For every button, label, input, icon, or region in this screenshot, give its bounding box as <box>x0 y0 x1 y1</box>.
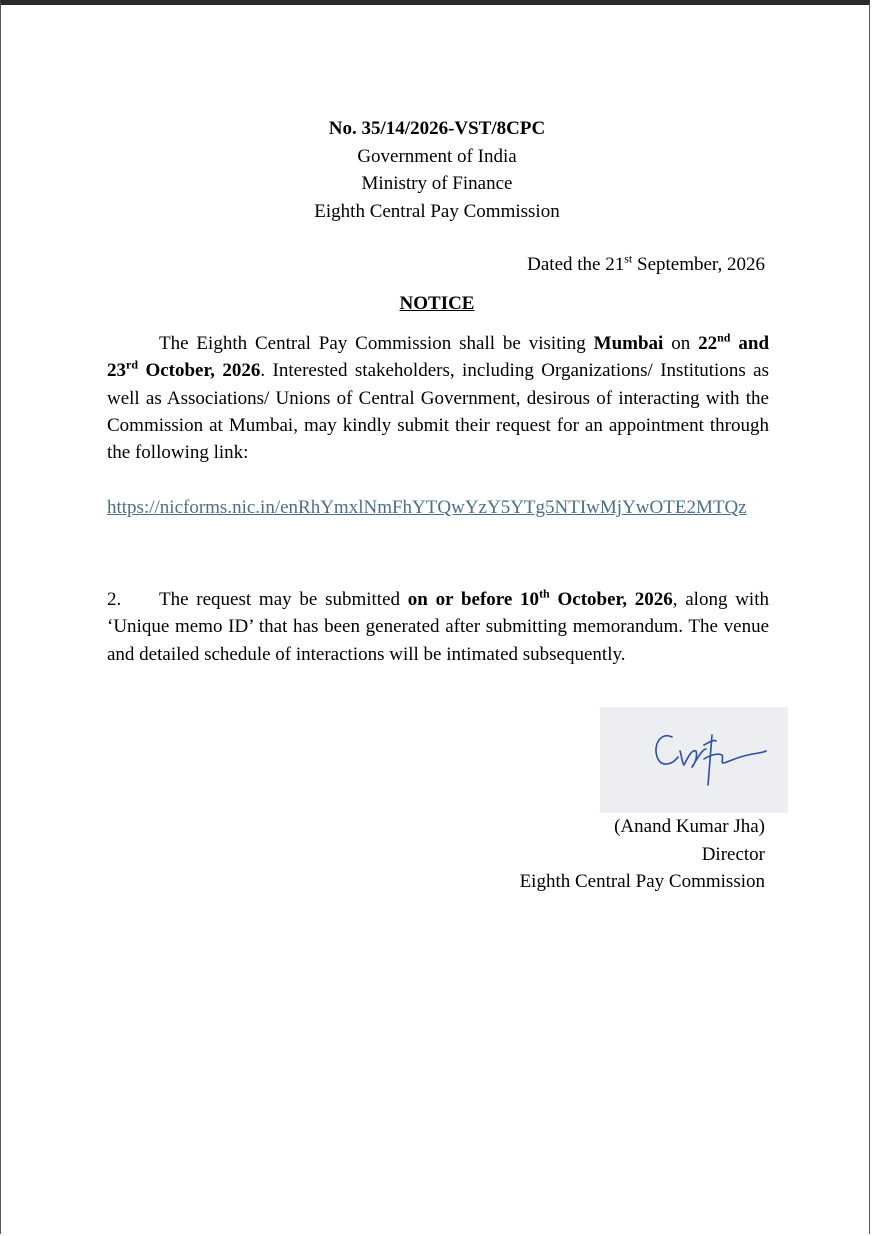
para1-city: Mumbai <box>593 333 664 354</box>
para2-text-2: , along with ‘Unique memo ID’ that has been generated after submitting memorandum. The venue and detailed schedule of interactions will be intimated subsequently. <box>107 589 769 665</box>
para2-text-1: The request may be submitted <box>159 589 408 610</box>
para1-and: and <box>730 333 770 354</box>
document-header <box>1 115 872 225</box>
para1-text-1: The Eighth Central Pay Commission shall be visiting <box>159 333 594 354</box>
signatory-name: (Anand Kumar Jha) <box>614 816 765 837</box>
para2-deadline-day: on or before 10 <box>407 589 540 610</box>
para2-deadline <box>407 586 673 610</box>
header-ministry: Ministry of Finance <box>361 173 513 194</box>
reference-number: No. 35/14/2026-VST/8CPC <box>328 118 546 139</box>
para1-text-3: . Interested stakeholders, including Organizations/ Institutions as well as Associations/ Unions of Central Government, desirous of interacting with the Commission at Mumbai, may kindly submit their request for an appointment through the following link: <box>107 360 769 464</box>
signatory-office: Eighth Central Pay Commission <box>519 871 765 893</box>
signatory-block <box>520 813 765 896</box>
signatory-designation: Director <box>701 843 765 865</box>
header-government: Government of India <box>357 145 517 167</box>
para1-day1: 22 <box>698 333 718 354</box>
paragraph-1 <box>107 330 769 466</box>
para1-month: October, 2026 <box>138 360 261 382</box>
signature-image <box>600 707 788 813</box>
notice-title: NOTICE <box>399 293 475 314</box>
para2-deadline-ordinal: th <box>539 586 550 601</box>
appointment-request-link[interactable]: https://nicforms.nic.in/enRhYmxlNmFhYTQwYzY5YTg5NTIwMjYwOTE2MTQz <box>107 497 747 518</box>
date-ordinal: st <box>624 251 633 266</box>
header-commission: Eighth Central Pay Commission <box>314 200 560 222</box>
paragraph-2 <box>107 586 769 668</box>
para1-text-2: on <box>663 333 699 354</box>
signature-scribble <box>600 707 788 813</box>
para1-day1-ordinal: nd <box>717 330 731 345</box>
para2-deadline-month: October, 2026 <box>549 589 673 610</box>
para2-number: 2. <box>107 589 122 610</box>
date-prefix: Dated the 21 <box>527 254 625 275</box>
date-line <box>527 251 765 278</box>
para1-day2-ordinal: rd <box>126 357 138 372</box>
date-suffix: September, 2026 <box>632 254 765 275</box>
para1-day2: 23 <box>107 360 126 382</box>
